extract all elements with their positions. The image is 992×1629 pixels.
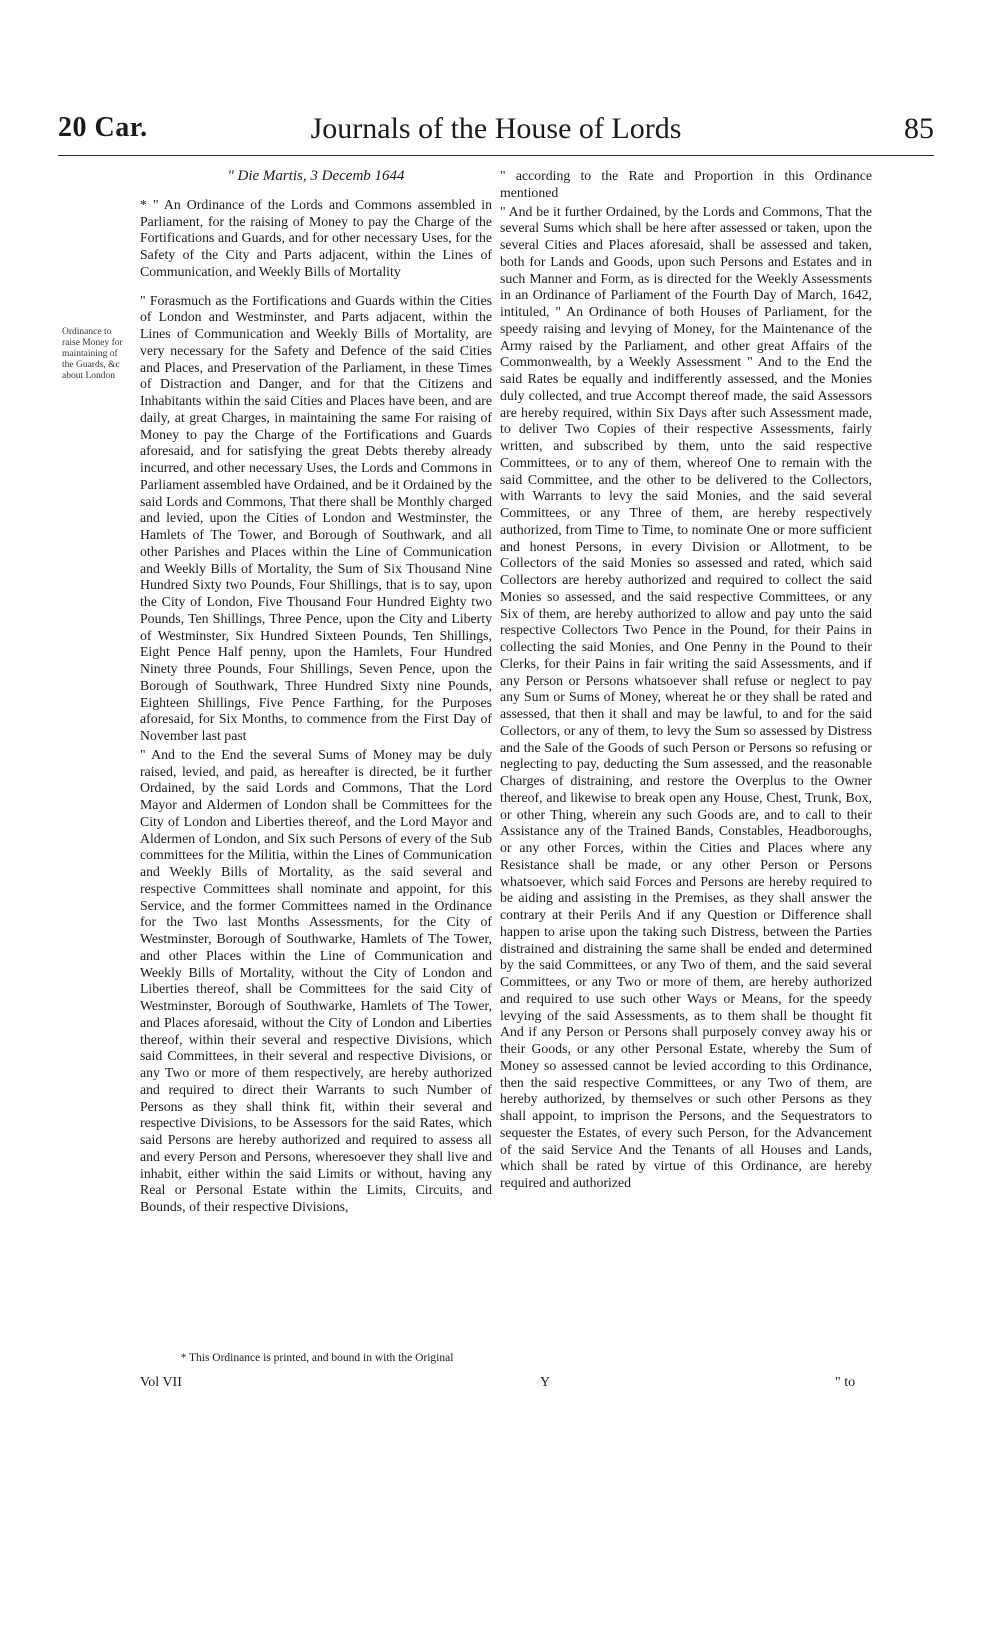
marginal-note: Ordinance to raise Money for maintaining of the Guards, &c about London bbox=[62, 327, 123, 381]
right-column bbox=[500, 168, 872, 1192]
left-paragraph: " Forasmuch as the Fortifications and Guards within the Cities of London and Westminster, and Parts adjacent, within the Lines of Communication and Weekly Bills of Mortality, are very necessary for the Safety and Defence of the said Cities and Places, and Preservation of the Parliament, in these Times of Distraction and Danger, and for that the Citizens and Inhabitants within the said Cities and Places have been, and are daily, at great Charges, in maintaining the same For raising of Money to pay the Charge of the Fortifications and Guards aforesaid, and for satisfying the great Debts thereby already incurred, and other necessary Uses, the Lords and Commons in Parliament assembled have Ordained, and be it Ordained by the said Lords and Commons, That there shall be Monthly charged and levied, upon the Cities of London and Westminster, the Hamlets of The Tower, and Borough of Southwark, and all other Parishes and Places within the Line of Communication and Weekly Bills of Mortality, the Sum of Six Thousand Nine Hundred Sixty two Pounds, Four Shillings, that is to say, upon the City of London, Five Thousand Four Hundred Eighty two Pounds, Ten Shillings, Three Pence, upon the City and Liberty of Westminster, Six Hundred Sixteen Pounds, Ten Shillings, Eight Pence Half penny, upon the Hamlets, Four Hundred Ninety three Pounds, Four Shillings, Seven Pence, upon the Borough of Southwark, Three Hundred Sixty nine Pounds, Eighteen Shillings, Five Pence Farthing, for the Purposes aforesaid, for Six Months, to commence from the First Day of November last past bbox=[140, 292, 492, 743]
footnote: * This Ordinance is printed, and bound in with the Original bbox=[180, 1352, 454, 1364]
right-paragraph: " And be it further Ordained, by the Lords and Commons, That the several Sums which shall be here after assessed or taken, upon the several Cities and Places aforesaid, shall be assessed and taken, both for Lands and Goods, upon such Persons and Estates and in such Manner and Form, as is directed for the Weekly Assessments in an Ordinance of Parliament of the Fourth Day of March, 1642, intituled, " An Ordinance of both Houses of Parliament, for the speedy raising and levying of Money, for the Maintenance of the Army raised by the Parliament, and other great Affairs of the Commonwealth, by a Weekly Assessment " And to the End the said Rates be equally and indifferently assessed, and the Monies duly collected, and true Accompt thereof made, the said Assessors are hereby required, within Six Days after such Assessment made, to deliver Two Copies of their respective Assessments, fairly written, and subscribed by them, unto the said respective Committees, or to any of them, whereof One to remain with the said Committee, and the other to be delivered to the Collectors, with Warrants to levy the said Monies, and the said several Committees, or any Three of them, are hereby respectively authorized, from Time to Time, to nominate One or more sufficient and honest Persons, in every Division or Allotment, to be Collectors of the said Monies so assessed and rated, which said Collectors are hereby authorized and required to collect the said Monies so assessed, and the said respective Committees, or any Six of them, are hereby authorized to allow and pay unto the said respective Collectors Two Pence in the Pound, for their Pains in collecting the said Monies, and One Penny in the Pound to their Clerks, for their Pains in fair writing the said Assessments, and if any Person or Persons whatsoever shall refuse or neglect to pay any Sum or Sums of Money, whereat he or they shall be rated and assessed, that then it shall and may be lawful, to and for the said Collectors, or any of them, to levy the Sum so assessed by Distress and the Sale of the Goods of such Person or Persons so refusing or neglecting to pay, deducting the Sum assessed, and the reasonable Charges of distraining, and restore the Overplus to the Owner thereof, and likewise to break open any House, Chest, Trunk, Box, or other Thing, wherein any such Goods are, and to call to their Assistance any of the Trained Bands, Constables, Headboroughs, or any other Forces, within the Cities and Places where any Resistance shall be made, or any other Person or Persons whatsoever, which said Forces and Persons are hereby required to be aiding and assisting in the Premises, as they shall answer the contrary at their Perils And if any Question or Difference shall happen to arise upon the taking such Distress, between the Parties distrained and distraining the same shall be ended and determined by the said Committees, or any Two of them, and the said several Committees, or any Two or more of them, are hereby authorized and required to use such other Ways or Means, for the speedy levying of the said Assessments, as to them shall be thought fit And if any Person or Persons shall purposely convey away his or their Goods, or any other Personal Estate, whereby the Sum of Money so assessed cannot be levied according to this Ordinance, then the said respective Committees, or any Two of them, are hereby authorized, by themselves or such other Persons as they shall appoint, to imprison the Persons, and the Sequestrators to sequester the Estates, of every such Person, for the Advancement of the said Service And the Tenants of all Houses and Lands, which shall be rated by virtue of this Ordinance, are hereby required and authorized bbox=[500, 203, 872, 1190]
signature-mark: Y bbox=[540, 1375, 551, 1390]
catchword: " to bbox=[835, 1375, 856, 1390]
regnal-year: 20 Car. bbox=[58, 112, 148, 143]
ordinance-title: * " An Ordinance of the Lords and Commons assembled in Parliament, for the raising of Money to pay the Charge of the Fortifications and Guards, and for other necessary Uses, for the Safety of the City and Parts adjacent, within the Lines of Communication, and Weekly Bills of Mortality bbox=[140, 196, 492, 279]
volume-label: Vol VII bbox=[140, 1375, 182, 1390]
header-rule bbox=[58, 155, 934, 156]
date-heading: " Die Martis, 3 Decemb 1644 bbox=[227, 168, 405, 184]
running-title: Journals of the House of Lords bbox=[310, 112, 682, 145]
right-paragraph: " according to the Rate and Proportion in this Ordinance mentioned bbox=[500, 168, 872, 200]
left-column bbox=[140, 168, 492, 1216]
left-paragraph: " And to the End the several Sums of Money may be duly raised, levied, and paid, as hereafter is directed, be it further Ordained, by the said Lords and Commons, That the Lord Mayor and Aldermen of London shall be Committees for the City of London and Liberties thereof, and the Lord Mayor and Aldermen of London, and Six such Persons of every of the Sub committees for the Militia, within the Lines of Communication and Weekly Bills of Mortality, as the said several and respective Committees shall nominate and appoint, for this Service, and the former Committees named in the Ordinance for the Two last Months Assessments, for the City of Westminster, Borough of Southwarke, Hamlets of The Tower, and other Places within the Line of Communication and Weekly Bills of Mortality, without the City of London and Liberties thereof, shall be Committees for the said City of Westminster, Borough of Southwarke, Hamlets of The Tower, and Places aforesaid, without the City of London and Liberties thereof, within their several and respective Divisions, which said Committees, in their several and respective Divisions, or any Two or more of them respectively, are hereby authorized and required to direct their Warrants to such Number of Persons as they shall think fit, within their several and respective Divisions, to be Assessors for the said Rates, which said Persons are hereby authorized and required to assess all and every Person and Persons, wheresoever they shall live and inhabit, either within the said Limits or without, having any Real or Personal Estate within the Limits, Circuits, and Bounds, of their respective Divisions, bbox=[140, 746, 492, 1214]
page-number: 85 bbox=[904, 112, 934, 145]
